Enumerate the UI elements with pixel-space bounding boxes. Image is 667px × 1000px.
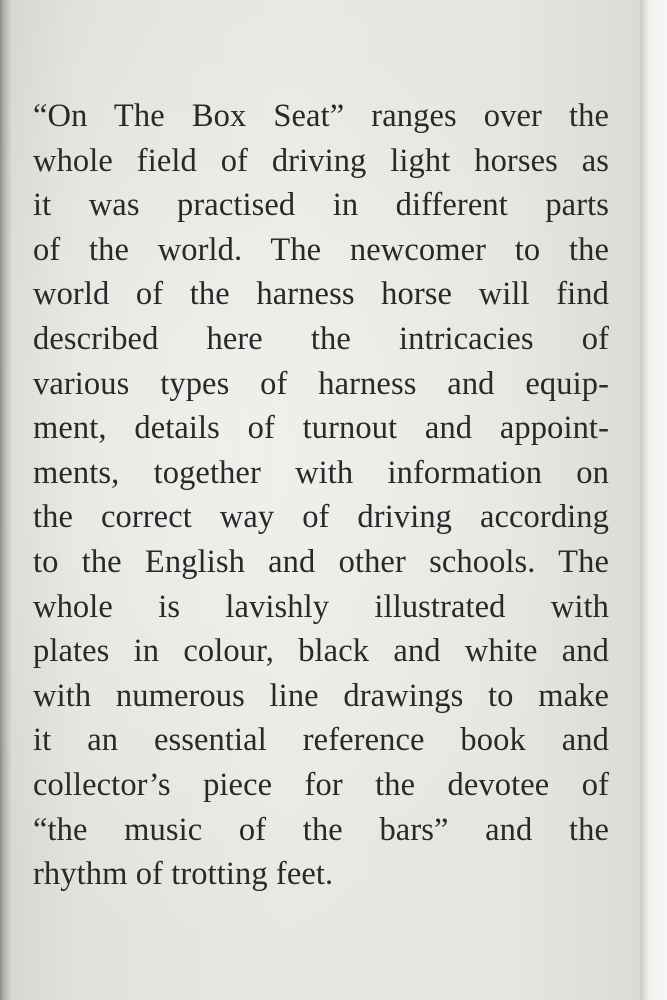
blurb-line: to the English and other schools. The [33,543,609,580]
blurb-line: plates in colour, black and white and [33,633,609,670]
book-blurb-paragraph [33,94,609,897]
blurb-line: with numerous line drawings to make [33,677,609,714]
blurb-line: rhythm of trotting feet. [33,856,334,893]
blurb-line: whole is lavishly illustrated with [33,588,609,625]
background-surface [640,0,667,1000]
blurb-line: described here the intricacies of [33,320,609,357]
blurb-line: various types of harness and equip- [33,365,609,402]
blurb-line: it an essential reference book and [33,722,609,759]
blurb-line: ments, together with information on [33,454,609,491]
blurb-line: “the music of the bars” and the [33,811,609,848]
blurb-line: the correct way of driving according [33,499,609,536]
blurb-line: “On The Box Seat” ranges over the [33,98,609,134]
blurb-line: collector’s piece for the devotee of [33,766,609,803]
blurb-line: it was practised in different parts [33,187,609,224]
blurb-line: ment, details of turnout and appoint- [33,410,609,447]
blurb-line: of the world. The newcomer to the [33,231,609,268]
page-binding-shadow [0,0,12,1000]
blurb-line: whole field of driving light horses as [33,142,609,179]
blurb-line: world of the harness horse will find [33,276,609,313]
